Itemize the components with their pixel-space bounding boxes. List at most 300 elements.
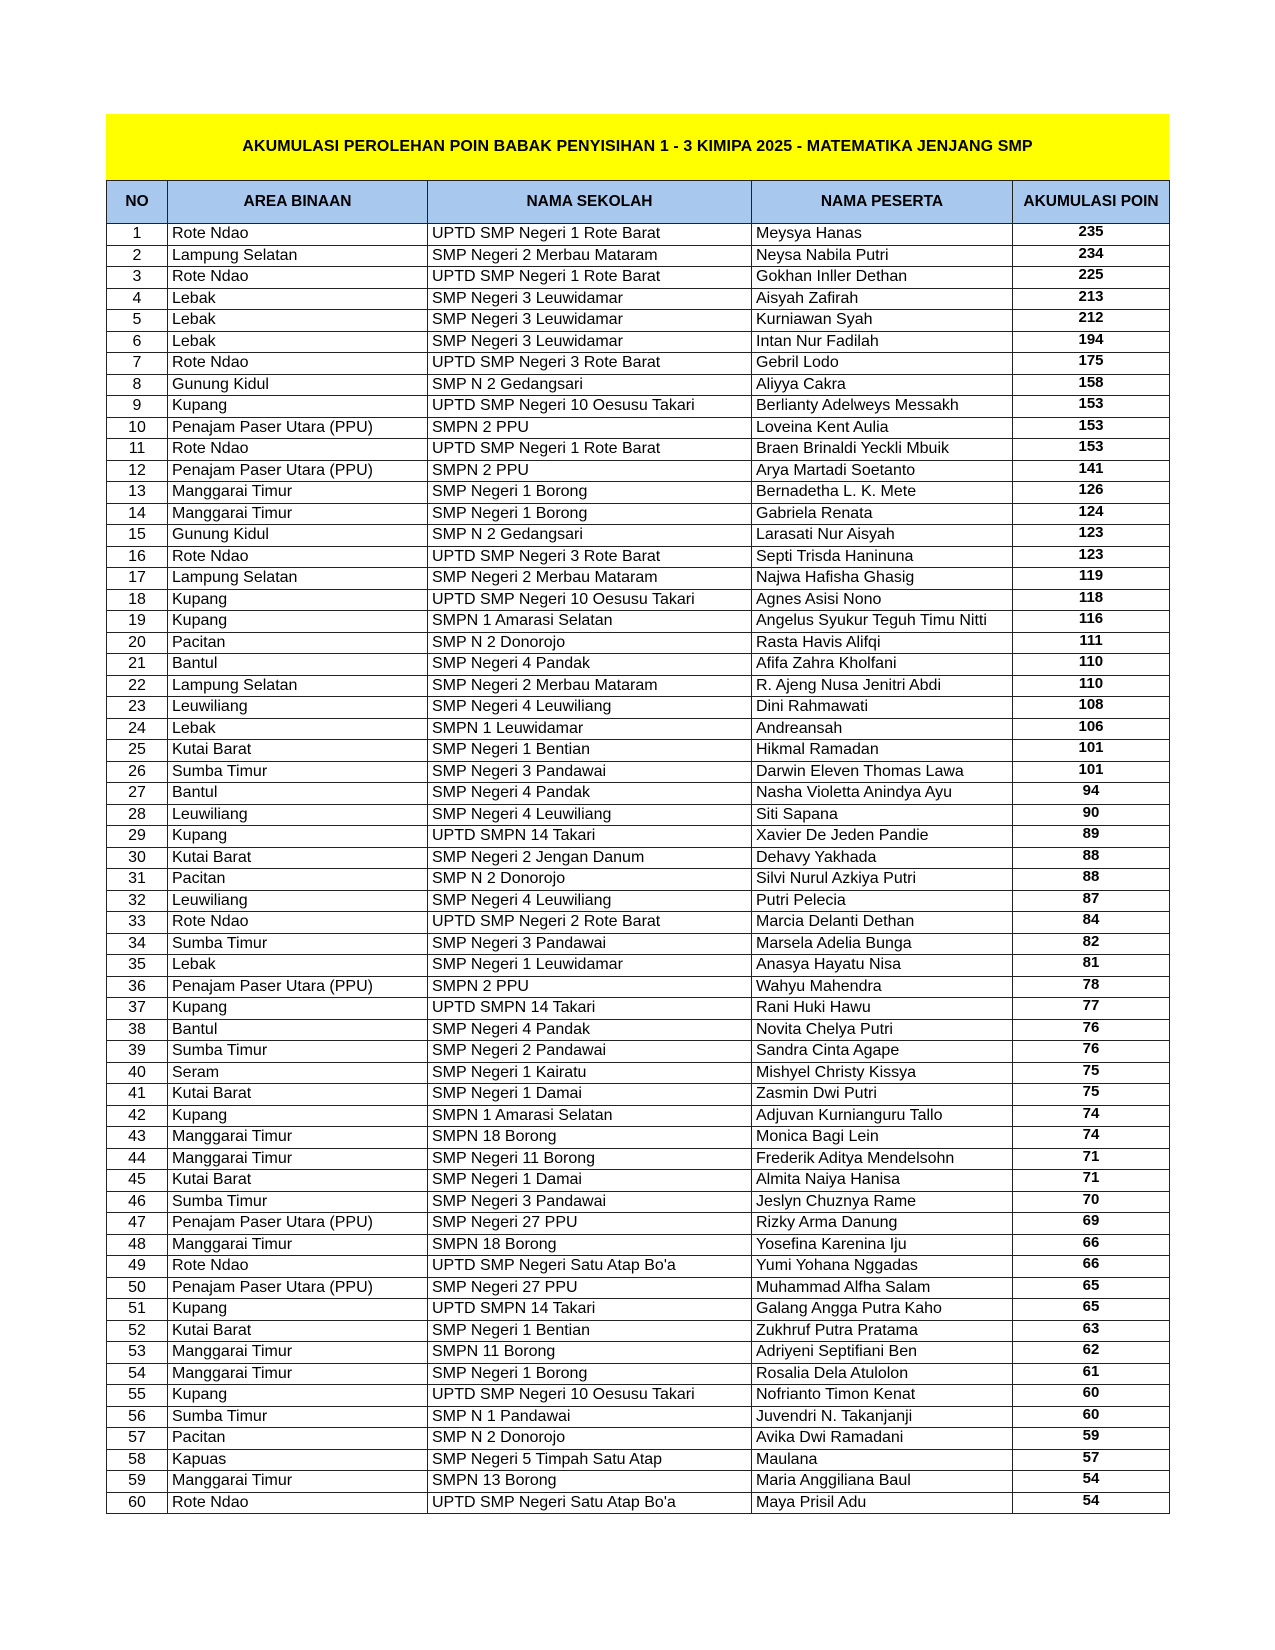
row-number: 50 xyxy=(107,1277,168,1299)
table-row xyxy=(107,245,1170,267)
akumulasi-poin-cell: 126 xyxy=(1013,482,1170,504)
akumulasi-poin-cell: 82 xyxy=(1013,933,1170,955)
area-binaan-cell: Penajam Paser Utara (PPU) xyxy=(168,1277,428,1299)
nama-sekolah-cell: SMP Negeri 1 Borong xyxy=(428,1363,752,1385)
area-binaan-cell: Sumba Timur xyxy=(168,761,428,783)
nama-sekolah-cell: SMP Negeri 2 Merbau Mataram xyxy=(428,245,752,267)
akumulasi-poin-cell: 78 xyxy=(1013,976,1170,998)
nama-peserta-cell: Nasha Violetta Anindya Ayu xyxy=(752,783,1013,805)
area-binaan-cell: Kupang xyxy=(168,611,428,633)
akumulasi-poin-cell: 110 xyxy=(1013,675,1170,697)
row-number: 60 xyxy=(107,1492,168,1514)
area-binaan-cell: Kutai Barat xyxy=(168,1320,428,1342)
table-row xyxy=(107,654,1170,676)
akumulasi-poin-cell: 74 xyxy=(1013,1105,1170,1127)
nama-peserta-cell: R. Ajeng Nusa Jenitri Abdi xyxy=(752,675,1013,697)
akumulasi-poin-cell: 74 xyxy=(1013,1127,1170,1149)
nama-sekolah-cell: UPTD SMP Negeri 10 Oesusu Takari xyxy=(428,396,752,418)
area-binaan-cell: Pacitan xyxy=(168,632,428,654)
row-number: 6 xyxy=(107,331,168,353)
nama-sekolah-cell: SMP Negeri 4 Leuwiliang xyxy=(428,804,752,826)
table-row xyxy=(107,439,1170,461)
area-binaan-cell: Rote Ndao xyxy=(168,224,428,246)
area-binaan-cell: Lampung Selatan xyxy=(168,568,428,590)
row-number: 43 xyxy=(107,1127,168,1149)
nama-peserta-cell: Neysa Nabila Putri xyxy=(752,245,1013,267)
row-number: 16 xyxy=(107,546,168,568)
akumulasi-poin-cell: 101 xyxy=(1013,761,1170,783)
nama-sekolah-cell: SMP Negeri 3 Leuwidamar xyxy=(428,288,752,310)
nama-peserta-cell: Zukhruf Putra Pratama xyxy=(752,1320,1013,1342)
row-number: 28 xyxy=(107,804,168,826)
header-nama-peserta: NAMA PESERTA xyxy=(752,181,1013,224)
nama-peserta-cell: Almita Naiya Hanisa xyxy=(752,1170,1013,1192)
row-number: 15 xyxy=(107,525,168,547)
nama-peserta-cell: Kurniawan Syah xyxy=(752,310,1013,332)
akumulasi-poin-cell: 119 xyxy=(1013,568,1170,590)
table-row xyxy=(107,1148,1170,1170)
akumulasi-poin-cell: 57 xyxy=(1013,1449,1170,1471)
akumulasi-poin-cell: 123 xyxy=(1013,546,1170,568)
row-number: 20 xyxy=(107,632,168,654)
area-binaan-cell: Kupang xyxy=(168,396,428,418)
nama-sekolah-cell: SMP Negeri 27 PPU xyxy=(428,1213,752,1235)
sheet-title: AKUMULASI PEROLEHAN POIN BABAK PENYISIHAN 1 - 3 KIMIPA 2025 - MATEMATIKA JENJANG SMP xyxy=(106,114,1169,180)
area-binaan-cell: Penajam Paser Utara (PPU) xyxy=(168,460,428,482)
table-body xyxy=(107,224,1170,1514)
table-row xyxy=(107,1191,1170,1213)
nama-sekolah-cell: UPTD SMP Negeri 10 Oesusu Takari xyxy=(428,589,752,611)
table-header-row xyxy=(107,181,1170,224)
table-row xyxy=(107,826,1170,848)
table-row xyxy=(107,460,1170,482)
nama-peserta-cell: Frederik Aditya Mendelsohn xyxy=(752,1148,1013,1170)
nama-sekolah-cell: SMP Negeri 11 Borong xyxy=(428,1148,752,1170)
row-number: 25 xyxy=(107,740,168,762)
row-number: 54 xyxy=(107,1363,168,1385)
area-binaan-cell: Kutai Barat xyxy=(168,847,428,869)
nama-sekolah-cell: SMP Negeri 3 Pandawai xyxy=(428,1191,752,1213)
table-row xyxy=(107,1363,1170,1385)
nama-peserta-cell: Agnes Asisi Nono xyxy=(752,589,1013,611)
nama-sekolah-cell: SMP Negeri 3 Pandawai xyxy=(428,933,752,955)
row-number: 39 xyxy=(107,1041,168,1063)
table-row xyxy=(107,1127,1170,1149)
nama-peserta-cell: Hikmal Ramadan xyxy=(752,740,1013,762)
row-number: 49 xyxy=(107,1256,168,1278)
area-binaan-cell: Lebak xyxy=(168,331,428,353)
area-binaan-cell: Pacitan xyxy=(168,1428,428,1450)
area-binaan-cell: Leuwiliang xyxy=(168,697,428,719)
nama-sekolah-cell: UPTD SMPN 14 Takari xyxy=(428,826,752,848)
akumulasi-poin-cell: 175 xyxy=(1013,353,1170,375)
nama-peserta-cell: Maya Prisil Adu xyxy=(752,1492,1013,1514)
row-number: 36 xyxy=(107,976,168,998)
row-number: 4 xyxy=(107,288,168,310)
row-number: 17 xyxy=(107,568,168,590)
area-binaan-cell: Manggarai Timur xyxy=(168,1234,428,1256)
area-binaan-cell: Rote Ndao xyxy=(168,439,428,461)
row-number: 45 xyxy=(107,1170,168,1192)
row-number: 56 xyxy=(107,1406,168,1428)
nama-sekolah-cell: SMP N 2 Gedangsari xyxy=(428,374,752,396)
row-number: 32 xyxy=(107,890,168,912)
area-binaan-cell: Leuwiliang xyxy=(168,890,428,912)
nama-sekolah-cell: SMP Negeri 4 Leuwiliang xyxy=(428,697,752,719)
row-number: 26 xyxy=(107,761,168,783)
akumulasi-poin-cell: 70 xyxy=(1013,1191,1170,1213)
nama-peserta-cell: Gabriela Renata xyxy=(752,503,1013,525)
nama-peserta-cell: Darwin Eleven Thomas Lawa xyxy=(752,761,1013,783)
area-binaan-cell: Sumba Timur xyxy=(168,933,428,955)
row-number: 29 xyxy=(107,826,168,848)
area-binaan-cell: Kupang xyxy=(168,826,428,848)
nama-sekolah-cell: SMPN 1 Amarasi Selatan xyxy=(428,1105,752,1127)
nama-sekolah-cell: UPTD SMP Negeri 2 Rote Barat xyxy=(428,912,752,934)
nama-peserta-cell: Yumi Yohana Nggadas xyxy=(752,1256,1013,1278)
nama-sekolah-cell: UPTD SMP Negeri 1 Rote Barat xyxy=(428,439,752,461)
row-number: 51 xyxy=(107,1299,168,1321)
table-row xyxy=(107,1105,1170,1127)
row-number: 55 xyxy=(107,1385,168,1407)
nama-peserta-cell: Braen Brinaldi Yeckli Mbuik xyxy=(752,439,1013,461)
row-number: 9 xyxy=(107,396,168,418)
akumulasi-poin-cell: 141 xyxy=(1013,460,1170,482)
nama-peserta-cell: Arya Martadi Soetanto xyxy=(752,460,1013,482)
akumulasi-poin-cell: 116 xyxy=(1013,611,1170,633)
row-number: 14 xyxy=(107,503,168,525)
nama-sekolah-cell: SMP N 2 Donorojo xyxy=(428,1428,752,1450)
nama-peserta-cell: Rizky Arma Danung xyxy=(752,1213,1013,1235)
table-row xyxy=(107,697,1170,719)
nama-sekolah-cell: SMPN 2 PPU xyxy=(428,417,752,439)
area-binaan-cell: Kupang xyxy=(168,1105,428,1127)
nama-sekolah-cell: SMP Negeri 1 Bentian xyxy=(428,1320,752,1342)
akumulasi-poin-cell: 61 xyxy=(1013,1363,1170,1385)
area-binaan-cell: Sumba Timur xyxy=(168,1191,428,1213)
akumulasi-poin-cell: 65 xyxy=(1013,1299,1170,1321)
nama-sekolah-cell: UPTD SMP Negeri 1 Rote Barat xyxy=(428,224,752,246)
area-binaan-cell: Manggarai Timur xyxy=(168,482,428,504)
table-row xyxy=(107,331,1170,353)
area-binaan-cell: Kupang xyxy=(168,589,428,611)
row-number: 59 xyxy=(107,1471,168,1493)
akumulasi-poin-cell: 111 xyxy=(1013,632,1170,654)
nama-peserta-cell: Mishyel Christy Kissya xyxy=(752,1062,1013,1084)
table-row xyxy=(107,310,1170,332)
row-number: 35 xyxy=(107,955,168,977)
area-binaan-cell: Penajam Paser Utara (PPU) xyxy=(168,1213,428,1235)
area-binaan-cell: Seram xyxy=(168,1062,428,1084)
nama-sekolah-cell: UPTD SMP Negeri 10 Oesusu Takari xyxy=(428,1385,752,1407)
area-binaan-cell: Kutai Barat xyxy=(168,1084,428,1106)
area-binaan-cell: Leuwiliang xyxy=(168,804,428,826)
nama-peserta-cell: Marcia Delanti Dethan xyxy=(752,912,1013,934)
table-row xyxy=(107,353,1170,375)
area-binaan-cell: Kutai Barat xyxy=(168,740,428,762)
results-table xyxy=(106,180,1170,1514)
row-number: 37 xyxy=(107,998,168,1020)
akumulasi-poin-cell: 84 xyxy=(1013,912,1170,934)
table-row xyxy=(107,740,1170,762)
row-number: 58 xyxy=(107,1449,168,1471)
nama-sekolah-cell: UPTD SMP Negeri 3 Rote Barat xyxy=(428,546,752,568)
table-row xyxy=(107,890,1170,912)
akumulasi-poin-cell: 213 xyxy=(1013,288,1170,310)
akumulasi-poin-cell: 106 xyxy=(1013,718,1170,740)
nama-peserta-cell: Anasya Hayatu Nisa xyxy=(752,955,1013,977)
table-row xyxy=(107,912,1170,934)
akumulasi-poin-cell: 76 xyxy=(1013,1019,1170,1041)
nama-sekolah-cell: SMP N 2 Gedangsari xyxy=(428,525,752,547)
area-binaan-cell: Penajam Paser Utara (PPU) xyxy=(168,417,428,439)
area-binaan-cell: Gunung Kidul xyxy=(168,525,428,547)
area-binaan-cell: Rote Ndao xyxy=(168,546,428,568)
nama-sekolah-cell: SMP Negeri 1 Bentian xyxy=(428,740,752,762)
nama-peserta-cell: Siti Sapana xyxy=(752,804,1013,826)
nama-sekolah-cell: SMPN 2 PPU xyxy=(428,460,752,482)
nama-peserta-cell: Gokhan Inller Dethan xyxy=(752,267,1013,289)
nama-peserta-cell: Andreansah xyxy=(752,718,1013,740)
nama-peserta-cell: Zasmin Dwi Putri xyxy=(752,1084,1013,1106)
nama-sekolah-cell: SMP Negeri 2 Merbau Mataram xyxy=(428,568,752,590)
nama-peserta-cell: Novita Chelya Putri xyxy=(752,1019,1013,1041)
header-akumulasi-poin: AKUMULASI POIN xyxy=(1013,181,1170,224)
table-row xyxy=(107,955,1170,977)
area-binaan-cell: Sumba Timur xyxy=(168,1406,428,1428)
nama-peserta-cell: Yosefina Karenina Iju xyxy=(752,1234,1013,1256)
row-number: 7 xyxy=(107,353,168,375)
nama-sekolah-cell: SMP Negeri 5 Timpah Satu Atap xyxy=(428,1449,752,1471)
area-binaan-cell: Kutai Barat xyxy=(168,1170,428,1192)
nama-peserta-cell: Nofrianto Timon Kenat xyxy=(752,1385,1013,1407)
akumulasi-poin-cell: 76 xyxy=(1013,1041,1170,1063)
nama-peserta-cell: Aisyah Zafirah xyxy=(752,288,1013,310)
akumulasi-poin-cell: 89 xyxy=(1013,826,1170,848)
akumulasi-poin-cell: 94 xyxy=(1013,783,1170,805)
nama-sekolah-cell: SMP Negeri 1 Damai xyxy=(428,1170,752,1192)
nama-peserta-cell: Maulana xyxy=(752,1449,1013,1471)
table-row xyxy=(107,1428,1170,1450)
nama-sekolah-cell: SMP Negeri 2 Pandawai xyxy=(428,1041,752,1063)
table-row xyxy=(107,804,1170,826)
area-binaan-cell: Lebak xyxy=(168,288,428,310)
row-number: 13 xyxy=(107,482,168,504)
akumulasi-poin-cell: 71 xyxy=(1013,1170,1170,1192)
area-binaan-cell: Lebak xyxy=(168,718,428,740)
area-binaan-cell: Gunung Kidul xyxy=(168,374,428,396)
nama-peserta-cell: Galang Angga Putra Kaho xyxy=(752,1299,1013,1321)
area-binaan-cell: Manggarai Timur xyxy=(168,1148,428,1170)
results-sheet xyxy=(106,114,1169,1514)
akumulasi-poin-cell: 81 xyxy=(1013,955,1170,977)
nama-sekolah-cell: SMP Negeri 1 Kairatu xyxy=(428,1062,752,1084)
table-row xyxy=(107,611,1170,633)
nama-sekolah-cell: SMPN 1 Amarasi Selatan xyxy=(428,611,752,633)
area-binaan-cell: Rote Ndao xyxy=(168,912,428,934)
table-row xyxy=(107,1299,1170,1321)
nama-sekolah-cell: SMP N 2 Donorojo xyxy=(428,632,752,654)
akumulasi-poin-cell: 110 xyxy=(1013,654,1170,676)
row-number: 42 xyxy=(107,1105,168,1127)
akumulasi-poin-cell: 63 xyxy=(1013,1320,1170,1342)
row-number: 24 xyxy=(107,718,168,740)
table-row xyxy=(107,267,1170,289)
akumulasi-poin-cell: 62 xyxy=(1013,1342,1170,1364)
area-binaan-cell: Bantul xyxy=(168,654,428,676)
akumulasi-poin-cell: 234 xyxy=(1013,245,1170,267)
nama-peserta-cell: Aliyya Cakra xyxy=(752,374,1013,396)
akumulasi-poin-cell: 54 xyxy=(1013,1471,1170,1493)
table-row xyxy=(107,1234,1170,1256)
nama-sekolah-cell: UPTD SMPN 14 Takari xyxy=(428,998,752,1020)
nama-sekolah-cell: SMP Negeri 4 Pandak xyxy=(428,654,752,676)
row-number: 2 xyxy=(107,245,168,267)
area-binaan-cell: Lebak xyxy=(168,955,428,977)
row-number: 52 xyxy=(107,1320,168,1342)
row-number: 57 xyxy=(107,1428,168,1450)
akumulasi-poin-cell: 75 xyxy=(1013,1062,1170,1084)
header-area-binaan: AREA BINAAN xyxy=(168,181,428,224)
table-row xyxy=(107,1019,1170,1041)
table-row xyxy=(107,869,1170,891)
nama-peserta-cell: Loveina Kent Aulia xyxy=(752,417,1013,439)
nama-sekolah-cell: SMP N 1 Pandawai xyxy=(428,1406,752,1428)
akumulasi-poin-cell: 158 xyxy=(1013,374,1170,396)
table-row xyxy=(107,1256,1170,1278)
nama-peserta-cell: Meysya Hanas xyxy=(752,224,1013,246)
area-binaan-cell: Kupang xyxy=(168,998,428,1020)
table-row xyxy=(107,1406,1170,1428)
nama-peserta-cell: Najwa Hafisha Ghasig xyxy=(752,568,1013,590)
table-row xyxy=(107,1062,1170,1084)
nama-sekolah-cell: SMPN 1 Leuwidamar xyxy=(428,718,752,740)
nama-sekolah-cell: SMP Negeri 2 Jengan Danum xyxy=(428,847,752,869)
area-binaan-cell: Lebak xyxy=(168,310,428,332)
table-row xyxy=(107,933,1170,955)
area-binaan-cell: Sumba Timur xyxy=(168,1041,428,1063)
row-number: 38 xyxy=(107,1019,168,1041)
nama-sekolah-cell: SMPN 18 Borong xyxy=(428,1234,752,1256)
table-row xyxy=(107,568,1170,590)
row-number: 3 xyxy=(107,267,168,289)
akumulasi-poin-cell: 212 xyxy=(1013,310,1170,332)
row-number: 41 xyxy=(107,1084,168,1106)
nama-peserta-cell: Rosalia Dela Atulolon xyxy=(752,1363,1013,1385)
row-number: 44 xyxy=(107,1148,168,1170)
row-number: 46 xyxy=(107,1191,168,1213)
table-row xyxy=(107,783,1170,805)
akumulasi-poin-cell: 87 xyxy=(1013,890,1170,912)
nama-peserta-cell: Rani Huki Hawu xyxy=(752,998,1013,1020)
area-binaan-cell: Manggarai Timur xyxy=(168,1127,428,1149)
row-number: 53 xyxy=(107,1342,168,1364)
header-no: NO xyxy=(107,181,168,224)
akumulasi-poin-cell: 225 xyxy=(1013,267,1170,289)
table-row xyxy=(107,525,1170,547)
table-row xyxy=(107,503,1170,525)
nama-peserta-cell: Marsela Adelia Bunga xyxy=(752,933,1013,955)
nama-peserta-cell: Gebril Lodo xyxy=(752,353,1013,375)
row-number: 1 xyxy=(107,224,168,246)
nama-sekolah-cell: UPTD SMP Negeri 1 Rote Barat xyxy=(428,267,752,289)
table-row xyxy=(107,482,1170,504)
table-row xyxy=(107,1471,1170,1493)
row-number: 33 xyxy=(107,912,168,934)
nama-peserta-cell: Dini Rahmawati xyxy=(752,697,1013,719)
akumulasi-poin-cell: 60 xyxy=(1013,1385,1170,1407)
nama-peserta-cell: Bernadetha L. K. Mete xyxy=(752,482,1013,504)
area-binaan-cell: Manggarai Timur xyxy=(168,1342,428,1364)
akumulasi-poin-cell: 118 xyxy=(1013,589,1170,611)
row-number: 11 xyxy=(107,439,168,461)
nama-peserta-cell: Dehavy Yakhada xyxy=(752,847,1013,869)
nama-peserta-cell: Sandra Cinta Agape xyxy=(752,1041,1013,1063)
nama-sekolah-cell: UPTD SMP Negeri Satu Atap Bo'a xyxy=(428,1256,752,1278)
nama-sekolah-cell: SMP Negeri 4 Leuwiliang xyxy=(428,890,752,912)
table-row xyxy=(107,589,1170,611)
header-nama-sekolah: NAMA SEKOLAH xyxy=(428,181,752,224)
akumulasi-poin-cell: 69 xyxy=(1013,1213,1170,1235)
akumulasi-poin-cell: 123 xyxy=(1013,525,1170,547)
akumulasi-poin-cell: 194 xyxy=(1013,331,1170,353)
table-row xyxy=(107,417,1170,439)
nama-peserta-cell: Larasati Nur Aisyah xyxy=(752,525,1013,547)
akumulasi-poin-cell: 77 xyxy=(1013,998,1170,1020)
table-row xyxy=(107,847,1170,869)
area-binaan-cell: Penajam Paser Utara (PPU) xyxy=(168,976,428,998)
area-binaan-cell: Pacitan xyxy=(168,869,428,891)
nama-sekolah-cell: SMP Negeri 2 Merbau Mataram xyxy=(428,675,752,697)
row-number: 21 xyxy=(107,654,168,676)
akumulasi-poin-cell: 124 xyxy=(1013,503,1170,525)
nama-peserta-cell: Angelus Syukur Teguh Timu Nitti xyxy=(752,611,1013,633)
akumulasi-poin-cell: 60 xyxy=(1013,1406,1170,1428)
row-number: 30 xyxy=(107,847,168,869)
table-row xyxy=(107,1084,1170,1106)
nama-sekolah-cell: SMP Negeri 4 Pandak xyxy=(428,783,752,805)
akumulasi-poin-cell: 235 xyxy=(1013,224,1170,246)
akumulasi-poin-cell: 75 xyxy=(1013,1084,1170,1106)
row-number: 23 xyxy=(107,697,168,719)
row-number: 10 xyxy=(107,417,168,439)
akumulasi-poin-cell: 153 xyxy=(1013,396,1170,418)
table-row xyxy=(107,1170,1170,1192)
akumulasi-poin-cell: 59 xyxy=(1013,1428,1170,1450)
table-row xyxy=(107,998,1170,1020)
table-row xyxy=(107,546,1170,568)
nama-peserta-cell: Septi Trisda Haninuna xyxy=(752,546,1013,568)
table-row xyxy=(107,632,1170,654)
table-row xyxy=(107,675,1170,697)
nama-sekolah-cell: UPTD SMPN 14 Takari xyxy=(428,1299,752,1321)
row-number: 34 xyxy=(107,933,168,955)
nama-peserta-cell: Xavier De Jeden Pandie xyxy=(752,826,1013,848)
akumulasi-poin-cell: 153 xyxy=(1013,439,1170,461)
table-row xyxy=(107,1385,1170,1407)
nama-sekolah-cell: SMP Negeri 4 Pandak xyxy=(428,1019,752,1041)
table-row xyxy=(107,396,1170,418)
area-binaan-cell: Lampung Selatan xyxy=(168,245,428,267)
area-binaan-cell: Manggarai Timur xyxy=(168,1471,428,1493)
nama-sekolah-cell: SMPN 13 Borong xyxy=(428,1471,752,1493)
area-binaan-cell: Kupang xyxy=(168,1385,428,1407)
nama-sekolah-cell: SMPN 18 Borong xyxy=(428,1127,752,1149)
nama-peserta-cell: Muhammad Alfha Salam xyxy=(752,1277,1013,1299)
akumulasi-poin-cell: 54 xyxy=(1013,1492,1170,1514)
table-row xyxy=(107,1492,1170,1514)
table-row xyxy=(107,288,1170,310)
